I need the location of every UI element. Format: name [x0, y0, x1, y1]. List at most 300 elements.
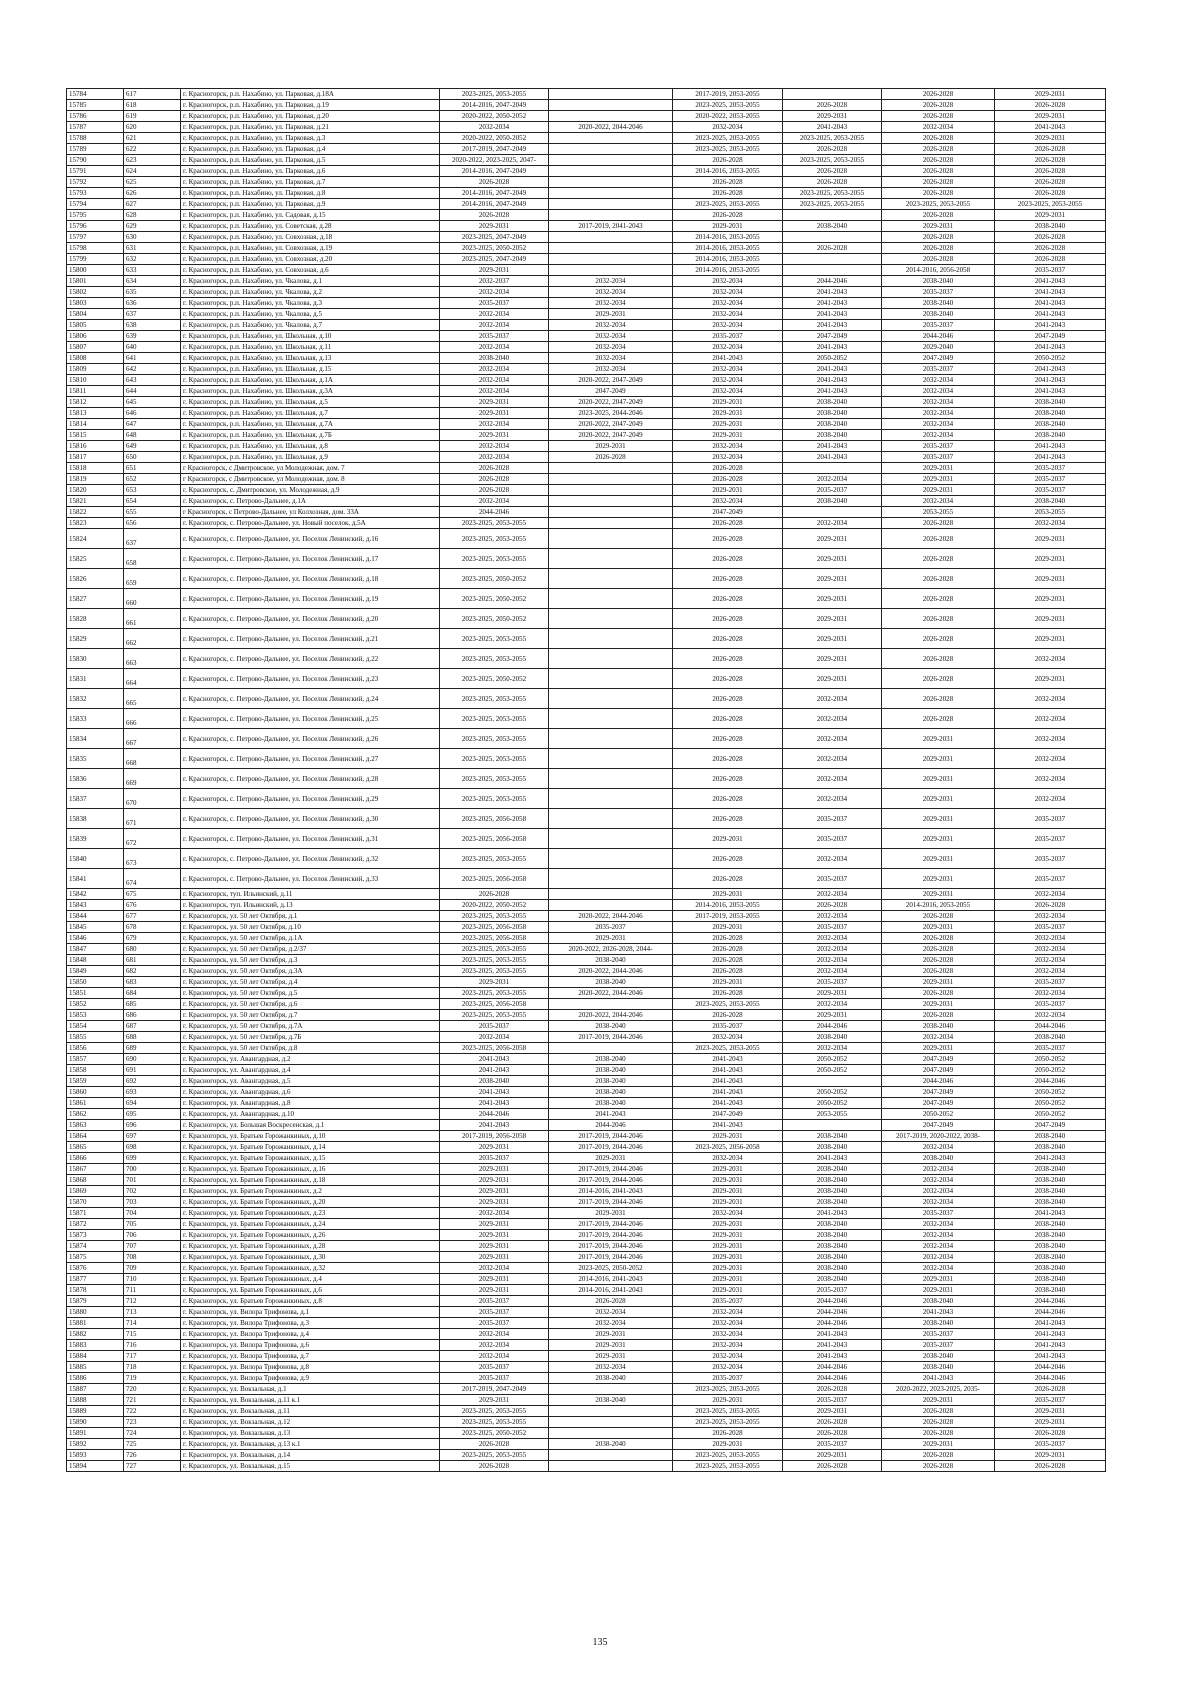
- period-5-cell: 2026-2028: [882, 955, 995, 966]
- item-number-cell: 679: [124, 933, 181, 944]
- period-4-cell: 2041-2043: [783, 441, 882, 452]
- table-row: [67, 1164, 1106, 1175]
- table-row: [67, 111, 1106, 122]
- period-3-cell: 2029-2031: [673, 1263, 783, 1274]
- row-id-cell: 15786: [67, 111, 124, 122]
- address-cell: г. Красногорск, р.п. Нахабино, ул. Школьная, д.7А: [181, 419, 440, 430]
- period-6-cell: 2035-2037: [995, 869, 1106, 889]
- address-cell: г. Красногорск, с. Петрово-Дальнее, ул. Поселок Ленинский, д.32: [181, 849, 440, 869]
- period-6-cell: 2035-2037: [995, 829, 1106, 849]
- period-2-cell: 2020-2022, 2044-2046: [549, 966, 673, 977]
- period-6-cell: 2050-2052: [995, 1054, 1106, 1065]
- table-row: [67, 133, 1106, 144]
- period-2-cell: [549, 809, 673, 829]
- address-cell: г. Красногорск, р.п. Нахабино, ул. Парковая, д.8: [181, 188, 440, 199]
- period-5-cell: 2026-2028: [882, 911, 995, 922]
- period-3-cell: 2023-2025, 2053-2055: [673, 133, 783, 144]
- period-6-cell: 2029-2031: [995, 529, 1106, 549]
- item-number-cell: 662: [124, 629, 181, 649]
- address-cell: г. Красногорск, с. Петрово-Дальнее, ул. Поселок Ленинский, д.23: [181, 669, 440, 689]
- item-number-cell: 703: [124, 1197, 181, 1208]
- period-1-cell: 2032-2034: [440, 375, 549, 386]
- table-row: [67, 1406, 1106, 1417]
- period-4-cell: 2035-2037: [783, 809, 882, 829]
- item-number-cell: 719: [124, 1373, 181, 1384]
- row-id-cell: 15813: [67, 408, 124, 419]
- address-cell: г. Красногорск, туп. Ильинский, д.13: [181, 900, 440, 911]
- address-cell: г. Красногорск, ул. 50 лет Октября, д.3: [181, 955, 440, 966]
- period-1-cell: 2023-2025, 2053-2055: [440, 89, 549, 100]
- address-cell: г. Красногорск, ул. Братьев Горожанкиных, д.8: [181, 1296, 440, 1307]
- period-5-cell: 2038-2040: [882, 309, 995, 320]
- address-cell: г. Красногорск, с. Петрово-Дальнее, ул. Поселок Ленинский, д.20: [181, 609, 440, 629]
- period-6-cell: 2038-2040: [995, 1032, 1106, 1043]
- address-cell: г. Красногорск, ул. Братьев Горожанкиных, д.23: [181, 1208, 440, 1219]
- table-row: [67, 518, 1106, 529]
- period-4-cell: 2035-2037: [783, 485, 882, 496]
- item-number-cell: 628: [124, 210, 181, 221]
- period-1-cell: 2029-2031: [440, 221, 549, 232]
- period-1-cell: 2023-2025, 2056-2058: [440, 922, 549, 933]
- period-1-cell: 2023-2025, 2053-2055: [440, 944, 549, 955]
- period-1-cell: 2032-2034: [440, 441, 549, 452]
- period-5-cell: 2026-2028: [882, 232, 995, 243]
- address-cell: г. Красногорск, ул. Вокзальная, д.13 к.1: [181, 1439, 440, 1450]
- period-5-cell: 2026-2028: [882, 1417, 995, 1428]
- period-3-cell: 2032-2034: [673, 309, 783, 320]
- period-2-cell: 2038-2040: [549, 1439, 673, 1450]
- period-4-cell: 2038-2040: [783, 1197, 882, 1208]
- period-6-cell: 2035-2037: [995, 474, 1106, 485]
- period-6-cell: 2050-2052: [995, 1109, 1106, 1120]
- item-number-cell: 650: [124, 452, 181, 463]
- row-id-cell: 15824: [67, 529, 124, 549]
- item-number-cell: 698: [124, 1142, 181, 1153]
- period-1-cell: 2035-2037: [440, 1296, 549, 1307]
- period-3-cell: 2026-2028: [673, 944, 783, 955]
- period-2-cell: 2032-2034: [549, 353, 673, 364]
- period-5-cell: 2032-2034: [882, 1142, 995, 1153]
- period-2-cell: [549, 496, 673, 507]
- period-3-cell: 2026-2028: [673, 569, 783, 589]
- address-cell: г. Красногорск, р.п. Нахабино, ул. Школьная, д.15: [181, 364, 440, 375]
- item-number-cell: 651: [124, 463, 181, 474]
- address-cell: г. Красногорск, ул. Большая Воскресенская, д.1: [181, 1120, 440, 1131]
- item-number-cell: 640: [124, 342, 181, 353]
- row-id-cell: 15831: [67, 669, 124, 689]
- item-number-cell: 689: [124, 1043, 181, 1054]
- row-id-cell: 15853: [67, 1010, 124, 1021]
- period-1-cell: 2023-2025, 2056-2058: [440, 809, 549, 829]
- period-2-cell: 2020-2022, 2047-2049: [549, 397, 673, 408]
- period-6-cell: 2026-2028: [995, 900, 1106, 911]
- table-row: [67, 408, 1106, 419]
- row-id-cell: 15797: [67, 232, 124, 243]
- row-id-cell: 15855: [67, 1032, 124, 1043]
- period-1-cell: 2023-2025, 2053-2055: [440, 966, 549, 977]
- period-2-cell: 2014-2016, 2041-2043: [549, 1186, 673, 1197]
- period-6-cell: 2038-2040: [995, 1131, 1106, 1142]
- period-6-cell: 2041-2043: [995, 1208, 1106, 1219]
- row-id-cell: 15886: [67, 1373, 124, 1384]
- period-2-cell: 2029-2031: [549, 1351, 673, 1362]
- address-cell: г. Красногорск, р.п. Нахабино, ул. Школьная, д.9: [181, 452, 440, 463]
- period-4-cell: 2038-2040: [783, 1252, 882, 1263]
- period-1-cell: 2020-2022, 2023-2025, 2047-: [440, 155, 549, 166]
- item-number-cell: 638: [124, 320, 181, 331]
- period-1-cell: 2023-2025, 2056-2058: [440, 999, 549, 1010]
- period-6-cell: 2035-2037: [995, 265, 1106, 276]
- row-id-cell: 15837: [67, 789, 124, 809]
- address-cell: г. Красногорск, ул. 50 лет Октября, д.7А: [181, 1021, 440, 1032]
- row-id-cell: 15832: [67, 689, 124, 709]
- address-cell: г. Красногорск, р.п. Нахабино, ул. Парковая, д.7: [181, 177, 440, 188]
- row-id-cell: 15814: [67, 419, 124, 430]
- period-4-cell: 2035-2037: [783, 1439, 882, 1450]
- period-4-cell: [783, 463, 882, 474]
- row-id-cell: 15875: [67, 1252, 124, 1263]
- period-1-cell: 2032-2034: [440, 452, 549, 463]
- period-4-cell: 2026-2028: [783, 1461, 882, 1472]
- period-2-cell: 2029-2031: [549, 1208, 673, 1219]
- period-4-cell: 2038-2040: [783, 408, 882, 419]
- period-2-cell: [549, 749, 673, 769]
- period-3-cell: 2014-2016, 2053-2055: [673, 900, 783, 911]
- row-id-cell: 15826: [67, 569, 124, 589]
- row-id-cell: 15870: [67, 1197, 124, 1208]
- address-cell: г. Красногорск, ул. Вокзальная, д.1: [181, 1384, 440, 1395]
- period-6-cell: 2032-2034: [995, 1010, 1106, 1021]
- period-2-cell: 2020-2022, 2047-2049: [549, 375, 673, 386]
- item-number-cell: 645: [124, 397, 181, 408]
- period-2-cell: 2029-2031: [549, 1340, 673, 1351]
- item-number-cell: 706: [124, 1230, 181, 1241]
- period-1-cell: 2023-2025, 2047-2049: [440, 254, 549, 265]
- table-row: [67, 188, 1106, 199]
- table-row: [67, 320, 1106, 331]
- period-2-cell: 2017-2019, 2044-2046: [549, 1164, 673, 1175]
- period-6-cell: 2047-2049: [995, 1120, 1106, 1131]
- address-cell: г. Красногорск, ул. Авангардная, д.6: [181, 1087, 440, 1098]
- period-5-cell: 2032-2034: [882, 419, 995, 430]
- table-row: [67, 287, 1106, 298]
- period-4-cell: 2050-2052: [783, 1098, 882, 1109]
- period-4-cell: 2038-2040: [783, 1032, 882, 1043]
- period-4-cell: 2029-2031: [783, 649, 882, 669]
- address-cell: г. Красногорск, ул. Братьев Горожанкиных, д.10: [181, 1131, 440, 1142]
- period-5-cell: 2029-2031: [882, 1395, 995, 1406]
- table-row: [67, 309, 1106, 320]
- period-3-cell: 2026-2028: [673, 649, 783, 669]
- item-number-cell: 693: [124, 1087, 181, 1098]
- period-6-cell: 2035-2037: [995, 1395, 1106, 1406]
- item-number-cell: 696: [124, 1120, 181, 1131]
- period-6-cell: 2029-2031: [995, 1450, 1106, 1461]
- period-4-cell: 2041-2043: [783, 122, 882, 133]
- period-3-cell: 2032-2034: [673, 1318, 783, 1329]
- address-cell: г. Красногорск, с. Петрово-Дальнее, ул. Поселок Ленинский, д.31: [181, 829, 440, 849]
- period-6-cell: 2041-2043: [995, 1351, 1106, 1362]
- period-5-cell: 2029-2031: [882, 977, 995, 988]
- period-2-cell: [549, 689, 673, 709]
- period-6-cell: 2029-2031: [995, 629, 1106, 649]
- period-4-cell: 2044-2046: [783, 1362, 882, 1373]
- period-6-cell: 2041-2043: [995, 1153, 1106, 1164]
- address-cell: г. Красногорск, с. Петрово-Дальнее, ул. Поселок Ленинский, д.17: [181, 549, 440, 569]
- period-5-cell: 2038-2040: [882, 276, 995, 287]
- period-1-cell: 2035-2037: [440, 1362, 549, 1373]
- address-cell: г. Красногорск, ул. 50 лет Октября, д.4: [181, 977, 440, 988]
- period-3-cell: 2029-2031: [673, 1186, 783, 1197]
- item-number-cell: 702: [124, 1186, 181, 1197]
- item-number-cell: 684: [124, 988, 181, 999]
- period-4-cell: 2041-2043: [783, 1329, 882, 1340]
- period-3-cell: 2023-2025, 2053-2055: [673, 1384, 783, 1395]
- period-5-cell: 2029-2031: [882, 889, 995, 900]
- period-4-cell: 2032-2034: [783, 966, 882, 977]
- address-cell: г. Красногорск, ул. Авангардная, д.5: [181, 1076, 440, 1087]
- period-2-cell: [549, 474, 673, 485]
- item-number-cell: 722: [124, 1406, 181, 1417]
- item-number-cell: 660: [124, 589, 181, 609]
- period-4-cell: 2032-2034: [783, 955, 882, 966]
- period-5-cell: 2032-2034: [882, 375, 995, 386]
- period-1-cell: 2023-2025, 2053-2055: [440, 1417, 549, 1428]
- period-3-cell: 2032-2034: [673, 386, 783, 397]
- period-3-cell: 2029-2031: [673, 1164, 783, 1175]
- period-5-cell: 2026-2028: [882, 177, 995, 188]
- table-row: [67, 789, 1106, 809]
- table-row: [67, 342, 1106, 353]
- period-6-cell: 2041-2043: [995, 122, 1106, 133]
- table-row: [67, 199, 1106, 210]
- period-2-cell: 2032-2034: [549, 287, 673, 298]
- period-4-cell: 2038-2040: [783, 1241, 882, 1252]
- row-id-cell: 15884: [67, 1351, 124, 1362]
- period-2-cell: [549, 485, 673, 496]
- period-3-cell: 2041-2043: [673, 1120, 783, 1131]
- period-6-cell: 2035-2037: [995, 463, 1106, 474]
- period-4-cell: 2026-2028: [783, 166, 882, 177]
- period-5-cell: 2026-2028: [882, 549, 995, 569]
- period-5-cell: 2032-2034: [882, 397, 995, 408]
- period-4-cell: 2038-2040: [783, 397, 882, 408]
- period-1-cell: 2032-2034: [440, 1208, 549, 1219]
- item-number-cell: 727: [124, 1461, 181, 1472]
- period-4-cell: 2035-2037: [783, 1285, 882, 1296]
- table-row: [67, 1395, 1106, 1406]
- period-4-cell: 2050-2052: [783, 1087, 882, 1098]
- period-1-cell: 2017-2019, 2047-2049: [440, 144, 549, 155]
- item-number-cell: 668: [124, 749, 181, 769]
- period-3-cell: 2026-2028: [673, 549, 783, 569]
- period-6-cell: 2029-2031: [995, 133, 1106, 144]
- table-row: [67, 944, 1106, 955]
- period-5-cell: 2032-2034: [882, 1197, 995, 1208]
- row-id-cell: 15889: [67, 1406, 124, 1417]
- row-id-cell: 15865: [67, 1142, 124, 1153]
- period-5-cell: 2032-2034: [882, 1032, 995, 1043]
- table-row: [67, 1098, 1106, 1109]
- period-3-cell: 2041-2043: [673, 1054, 783, 1065]
- period-3-cell: 2026-2028: [673, 709, 783, 729]
- item-number-cell: 666: [124, 709, 181, 729]
- period-4-cell: 2023-2025, 2053-2055: [783, 155, 882, 166]
- table-row: [67, 144, 1106, 155]
- row-id-cell: 15881: [67, 1318, 124, 1329]
- period-5-cell: 2047-2049: [882, 1098, 995, 1109]
- period-4-cell: 2029-2031: [783, 549, 882, 569]
- period-2-cell: [549, 889, 673, 900]
- table-row: [67, 1296, 1106, 1307]
- period-1-cell: 2041-2043: [440, 1087, 549, 1098]
- row-id-cell: 15835: [67, 749, 124, 769]
- period-2-cell: [549, 1461, 673, 1472]
- period-4-cell: 2038-2040: [783, 430, 882, 441]
- period-6-cell: 2041-2043: [995, 386, 1106, 397]
- period-1-cell: 2029-2031: [440, 1285, 549, 1296]
- address-cell: г. Красногорск, ул. Вокзальная, д.11 к.1: [181, 1395, 440, 1406]
- address-cell: г. Красногорск, ул. Братьев Горожанкиных, д.24: [181, 1219, 440, 1230]
- row-id-cell: 15872: [67, 1219, 124, 1230]
- item-number-cell: 644: [124, 386, 181, 397]
- period-6-cell: 2038-2040: [995, 1274, 1106, 1285]
- period-3-cell: 2032-2034: [673, 496, 783, 507]
- period-2-cell: 2032-2034: [549, 1362, 673, 1373]
- period-6-cell: 2032-2034: [995, 729, 1106, 749]
- period-3-cell: 2017-2019, 2053-2055: [673, 89, 783, 100]
- address-cell: г. Красногорск, с. Петрово-Дальнее, ул. Поселок Ленинский, д.21: [181, 629, 440, 649]
- address-cell: г. Красногорск, ул. Вилора Трифонова, д.4: [181, 1329, 440, 1340]
- address-cell: г. Красногорск, ул. 50 лет Октября, д.2/37: [181, 944, 440, 955]
- period-1-cell: 2023-2025, 2053-2055: [440, 709, 549, 729]
- period-3-cell: 2023-2025, 2053-2055: [673, 1461, 783, 1472]
- period-1-cell: 2032-2034: [440, 1329, 549, 1340]
- period-6-cell: 2032-2034: [995, 769, 1106, 789]
- item-number-cell: 664: [124, 669, 181, 689]
- period-5-cell: 2026-2028: [882, 709, 995, 729]
- period-6-cell: 2032-2034: [995, 955, 1106, 966]
- period-4-cell: 2041-2043: [783, 342, 882, 353]
- period-5-cell: 2026-2028: [882, 649, 995, 669]
- item-number-cell: 673: [124, 849, 181, 869]
- period-4-cell: 2026-2028: [783, 243, 882, 254]
- period-4-cell: 2038-2040: [783, 1164, 882, 1175]
- period-6-cell: 2029-2031: [995, 89, 1106, 100]
- row-id-cell: 15885: [67, 1362, 124, 1373]
- address-cell: г. Красногорск, с. Петрово-Дальнее, ул. Поселок Ленинский, д.19: [181, 589, 440, 609]
- row-id-cell: 15806: [67, 331, 124, 342]
- period-3-cell: 2014-2016, 2053-2055: [673, 232, 783, 243]
- period-2-cell: 2026-2028: [549, 1296, 673, 1307]
- period-6-cell: 2029-2031: [995, 111, 1106, 122]
- period-3-cell: 2026-2028: [673, 729, 783, 749]
- table-row: [67, 507, 1106, 518]
- period-1-cell: 2029-2031: [440, 1197, 549, 1208]
- period-4-cell: 2029-2031: [783, 1010, 882, 1021]
- row-id-cell: 15784: [67, 89, 124, 100]
- period-2-cell: 2035-2037: [549, 922, 673, 933]
- address-cell: г. Красногорск, ул. 50 лет Октября, д.10: [181, 922, 440, 933]
- row-id-cell: 15878: [67, 1285, 124, 1296]
- period-2-cell: 2020-2022, 2044-2046: [549, 988, 673, 999]
- period-6-cell: 2044-2046: [995, 1362, 1106, 1373]
- period-1-cell: 2035-2037: [440, 1318, 549, 1329]
- period-2-cell: [549, 210, 673, 221]
- row-id-cell: 15862: [67, 1109, 124, 1120]
- row-id-cell: 15859: [67, 1076, 124, 1087]
- item-number-cell: 716: [124, 1340, 181, 1351]
- table-row: [67, 485, 1106, 496]
- period-3-cell: 2029-2031: [673, 1274, 783, 1285]
- period-4-cell: 2041-2043: [783, 452, 882, 463]
- period-1-cell: 2023-2025, 2053-2055: [440, 1010, 549, 1021]
- period-1-cell: 2032-2034: [440, 496, 549, 507]
- period-4-cell: 2038-2040: [783, 1142, 882, 1153]
- period-4-cell: 2026-2028: [783, 1417, 882, 1428]
- period-3-cell: 2029-2031: [673, 1241, 783, 1252]
- period-3-cell: 2026-2028: [673, 609, 783, 629]
- address-cell: г. Красногорск, с. Петрово-Дальнее, ул. Поселок Ленинский, д.25: [181, 709, 440, 729]
- address-cell: г. Красногорск, р.п. Нахабино, ул. Чкалова, д.5: [181, 309, 440, 320]
- item-number-cell: 623: [124, 155, 181, 166]
- item-number-cell: 685: [124, 999, 181, 1010]
- address-cell: г. Красногорск, с. Петрово-Дальнее, ул. Поселок Ленинский, д.22: [181, 649, 440, 669]
- item-number-cell: 621: [124, 133, 181, 144]
- row-id-cell: 15804: [67, 309, 124, 320]
- item-number-cell: 711: [124, 1285, 181, 1296]
- address-cell: г. Красногорск, ул. Вокзальная, д.12: [181, 1417, 440, 1428]
- item-number-cell: 697: [124, 1131, 181, 1142]
- table-row: [67, 100, 1106, 111]
- period-5-cell: 2029-2031: [882, 221, 995, 232]
- table-row: [67, 1109, 1106, 1120]
- address-cell: г. Красногорск, с. Петрово-Дальнее, ул. Поселок Ленинский, д.18: [181, 569, 440, 589]
- period-2-cell: 2017-2019, 2044-2046: [549, 1131, 673, 1142]
- period-2-cell: 2017-2019, 2041-2043: [549, 221, 673, 232]
- period-6-cell: 2044-2046: [995, 1307, 1106, 1318]
- period-5-cell: 2035-2037: [882, 287, 995, 298]
- period-3-cell: 2032-2034: [673, 1340, 783, 1351]
- address-cell: г. Красногорск, р.п. Нахабино, ул. Школьная, д.5: [181, 397, 440, 408]
- period-5-cell: 2026-2028: [882, 944, 995, 955]
- row-id-cell: 15795: [67, 210, 124, 221]
- period-5-cell: 2038-2040: [882, 1351, 995, 1362]
- address-cell: г. Красногорск, р.п. Нахабино, ул. Советская, д.28: [181, 221, 440, 232]
- table-row: [67, 809, 1106, 829]
- table-row: [67, 232, 1106, 243]
- period-2-cell: [549, 549, 673, 569]
- row-id-cell: 15807: [67, 342, 124, 353]
- table-row: [67, 441, 1106, 452]
- period-6-cell: 2029-2031: [995, 210, 1106, 221]
- period-1-cell: 2017-2019, 2047-2049: [440, 1384, 549, 1395]
- table-row: [67, 689, 1106, 709]
- table-row: [67, 1329, 1106, 1340]
- period-3-cell: 2032-2034: [673, 364, 783, 375]
- period-1-cell: 2023-2025, 2053-2055: [440, 549, 549, 569]
- period-4-cell: 2044-2046: [783, 1318, 882, 1329]
- period-2-cell: [549, 609, 673, 629]
- period-5-cell: 2032-2034: [882, 430, 995, 441]
- period-1-cell: 2023-2025, 2050-2052: [440, 609, 549, 629]
- period-2-cell: [549, 999, 673, 1010]
- period-5-cell: 2029-2031: [882, 729, 995, 749]
- period-1-cell: 2014-2016, 2047-2049: [440, 188, 549, 199]
- period-1-cell: 2026-2028: [440, 463, 549, 474]
- item-number-cell: 718: [124, 1362, 181, 1373]
- period-1-cell: 2044-2046: [440, 507, 549, 518]
